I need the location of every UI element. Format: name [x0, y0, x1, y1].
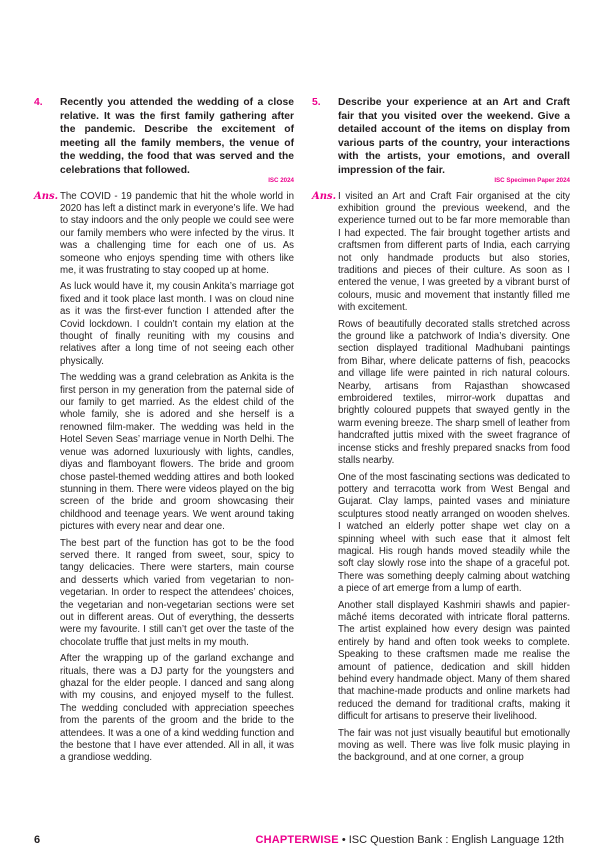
brand-chapterwise: CHAPTERWISE: [255, 834, 339, 846]
answer-paragraph: One of the most fascinating sections was dedicated to pottery and terracotta work from West Bengal and Gujarat. Clay lamps, painted vases and miniature sculptures stood neatly arranged on wooden shelves. I watched an elderly potter shape wet clay on a spinning wheel with such ease that it almost felt magical. His rough hands moved steadily while the soft clay slowly rose into the shape of a graceful pot. There was something deeply calming about watching a piece of art emerge from a lump of earth.: [338, 471, 570, 595]
question-text: Describe your experience at an Art and Craft fair that you visited over the weekend. Give a detailed account of the items on display from various parts of the country, your interactions with the artists, your emotions, and overall impression of the fair.: [338, 97, 570, 176]
answer-label: Ans.: [34, 190, 59, 202]
bullet-separator: •: [341, 834, 346, 846]
answer-paragraph: Another stall displayed Kashmiri shawls and papier-mâché items decorated with intricate floral patterns. The artist explained how every design was painted entirely by hand and often took weeks to complete. Speaking to these craftsmen made me realise the amount of patience, dedication and skill hidden behind every handmade object. Many of them shared that machine-made products and online markets had reduced the demand for traditional crafts, making it difficult for artisans to preserve their livelihood.: [338, 599, 570, 723]
page-number: 6: [34, 834, 41, 846]
answer-label: Ans.: [312, 190, 337, 202]
page-footer: [0, 834, 600, 856]
question-text: Recently you attended the wedding of a close relative. It was the first family gathering after the pandemic. Describe the excitement of meeting all the family members, the venue of the wedding, the food that was served and the celebrations that followed.: [60, 97, 294, 176]
book-title: ISC Question Bank : English Language 12th: [348, 834, 564, 846]
answer-paragraph: Rows of beautifully decorated stalls stretched across the ground like a patchwork of India’s diversity. One section displayed traditional Madhubani paintings from Bihar, where delicate patterns of fish, peacocks and village life were painted in rich natural colours. Nearby, artisans from Rajasthan showcased embroidered textiles, mirror-work dupattas and brightly coloured puppets that swayed gently in the warm evening breeze. The sharp smell of leather from handcrafted juttis mixed with the sweet fragrance of incense sticks and freshly prepared snacks from food stalls nearby.: [338, 318, 570, 467]
answer-paragraph: I visited an Art and Craft Fair organised at the city exhibition ground the previous weekend, and the experience turned out to be far more memorable than I had expected. The fair brought together artists and craftsmen from different parts of India, each carrying not only handmade products but also stories, traditions and pieces of their culture. As soon as I entered the venue, I was greeted by a vibrant burst of colours, music and movement that instantly filled me with excitement.: [338, 190, 570, 314]
question-source: ISC Specimen Paper 2024: [494, 176, 570, 184]
answer-body: [60, 191, 294, 769]
left-column: [34, 96, 294, 769]
question-5: [312, 96, 570, 178]
answer-paragraph: The best part of the function has got to be the food served there. It ranged from sweet, sour, spicy to tangy delicacies. There were starters, main course and desserts which varied from vegetarian to non-vegetarian. In order to respect the attendees’ choices, the vegetarian and non-vegetarian sections were set out in different areas. Out of everything, the desserts were my favourite. I still can’t get over the taste of the chocolate truffle that just melts in my mouth.: [60, 537, 294, 648]
question-number: 5.: [312, 97, 321, 108]
answer-4: [34, 191, 294, 769]
answer-paragraph: The wedding was a grand celebration as Ankita is the first person in my generation from the paternal side of our family to get married. As the eldest child of the whole family, she is adored and she herself is a renowned film-maker. The wedding was held in the Hotel Seven Seas’ marriage venue in North Delhi. The venue was adorned luxuriously with lights, candles, diyas and flamboyant flowers. The bride and groom chose pastel-themed wedding attires and both looked stunning in them. There were videos played on the big screen of the bride and groom showcasing their childhood and teenage years. We went around taking pictures with every near and dear one.: [60, 372, 294, 533]
answer-body: [338, 191, 570, 769]
answer-paragraph: The fair was not just visually beautiful but emotionally moving as well. There was live folk music playing in the background, and at one corner, a group: [338, 727, 570, 764]
answer-paragraph: The COVID - 19 pandemic that hit the whole world in 2020 has left a distinct mark in everyone’s life. We had to stay indoors and the only people we could see were our family members who were infected by the virus. It was a challenging time for each one of us. As someone who enjoys spending time with others like me, it was frustrating to stay cooped up at home.: [60, 190, 294, 276]
question-number: 4.: [34, 97, 43, 108]
answer-paragraph: After the wrapping up of the garland exchange and rituals, there was a DJ party for the youngsters and ghazal for the elder people. I danced and sang along with my cousins, and enjoyed myself to the fullest. The wedding concluded with appreciation speeches from the parents of the groom and the bride to the attendees. It was a one of a kind wedding function and the bestone that I have ever attended. All in all, it was a grandiose wedding.: [60, 653, 294, 764]
right-column: [312, 96, 570, 769]
answer-paragraph: As luck would have it, my cousin Ankita’s marriage got fixed and it took place last month. I was on cloud nine as it was the first-ever function I attended after the Covid lockdown. I couldn’t contain my elation at the thought of finally reuniting with my cousins and relatives after a long time of not seeing each other physically.: [60, 281, 294, 367]
answer-5: [312, 191, 570, 769]
running-footer: [255, 834, 564, 846]
question-source: ISC 2024: [268, 176, 294, 184]
question-4: [34, 96, 294, 178]
